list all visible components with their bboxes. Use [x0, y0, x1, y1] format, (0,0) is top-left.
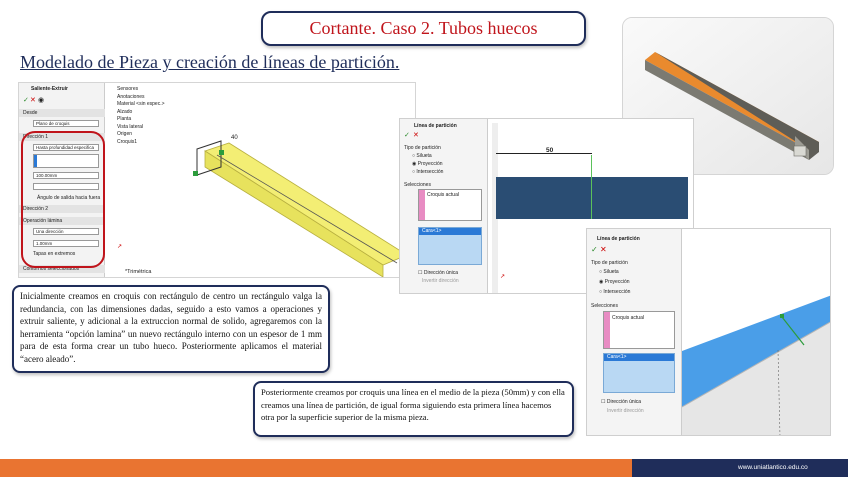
split-line-panel: [400, 119, 488, 294]
face-item[interactable]: Cara<1>: [419, 228, 481, 235]
tree-item[interactable]: Planta: [117, 116, 132, 122]
option-silhouette[interactable]: ○ Silueta: [599, 269, 619, 275]
from-select[interactable]: Plano de croquis: [33, 120, 99, 127]
top-face-view: [682, 257, 831, 436]
single-direction-label: Dirección única: [606, 399, 642, 405]
split-line-panel: [587, 229, 682, 436]
dimension-line: [496, 153, 592, 154]
description-paragraph-2: Posteriormente creamos por croquis una línea en el medio de la pieza (50mm) y con ella creamos una línea de partición, de igual forma siguiendo esta primera línea hacemos otra por la superficie superior de la misma pieza.: [253, 381, 574, 437]
split-line: [591, 155, 592, 219]
option-label: Intersección: [603, 289, 631, 295]
face-selection-box[interactable]: [418, 227, 482, 265]
section-subtitle: Modelado de Pieza y creación de líneas de partición.: [20, 52, 400, 72]
option-label: Proyección: [604, 279, 630, 285]
extrude-panel-title: Saliente-Extruir: [31, 86, 68, 92]
tree-item[interactable]: Sensores: [117, 86, 139, 92]
dimension-value[interactable]: 50: [546, 147, 554, 154]
option-projection[interactable]: ◉ Proyección: [412, 161, 443, 167]
option-projection[interactable]: ◉ Proyección: [599, 279, 630, 285]
sketch-item[interactable]: Croquis actual: [612, 315, 644, 321]
selections-label: Selecciones: [404, 182, 431, 188]
cancel-icon[interactable]: ✕: [413, 132, 419, 139]
cap-ends-checkbox[interactable]: Tapas en extremos: [33, 251, 76, 257]
footer-url[interactable]: www.uniatlantico.edu.co: [632, 459, 848, 477]
split-line-screenshot-2: [586, 228, 831, 436]
accept-icon[interactable]: ✓: [23, 97, 29, 104]
feature-tree: [117, 86, 165, 146]
dimension-label: 40: [231, 135, 238, 141]
description-paragraph-1: Inicialmente creamos en croquis con rectángulo de centro un rectángulo valga la redundancia, con las dimensiones dadas, seguido a esto vamos a operaciones y extruir saliente, y adicional a la extruccion normal de solido, agregaremos con la herramienta “opción lamina” un nuevo rectángulo interno con un espesor de 1 mm para de esta forma crear un tubo hueco. Posteriormente aplicamos el material “acero aleado”.: [12, 285, 330, 373]
sketch-item[interactable]: Croquis actual: [427, 192, 459, 198]
single-direction-checkbox[interactable]: ☐ Dirección única: [601, 399, 642, 405]
face-item[interactable]: Cara<1>: [604, 354, 674, 361]
from-header[interactable]: Desde: [19, 109, 105, 117]
single-direction-checkbox[interactable]: ☐ Dirección única: [418, 270, 459, 276]
selections-label: Selecciones: [591, 303, 618, 309]
title-box: [261, 11, 586, 46]
face-selection-box[interactable]: [603, 353, 675, 393]
selection-color-strip: [604, 312, 610, 348]
contours-header[interactable]: Contornos seleccionados: [19, 265, 105, 273]
direction2-header[interactable]: Dirección 2: [19, 205, 105, 213]
thin-type-select[interactable]: Una dirección: [33, 228, 99, 235]
direction1-header[interactable]: Dirección 1: [19, 133, 105, 141]
option-intersection[interactable]: ○ Intersección: [412, 169, 444, 175]
single-direction-label: Dirección única: [423, 270, 459, 276]
split-panel-title: Línea de partición: [414, 123, 457, 129]
option-label: Intersección: [416, 169, 444, 175]
tree-item[interactable]: Material <sin espec.>: [117, 101, 165, 107]
sketch-selection-box[interactable]: [418, 189, 482, 221]
view-label: *Trimétrica: [125, 269, 152, 275]
option-silhouette[interactable]: ○ Silueta: [412, 153, 432, 159]
tree-item[interactable]: Croquis1: [117, 138, 138, 145]
type-of-split-label: Tipo de partición: [404, 145, 441, 151]
triad-icon: ↗: [500, 274, 506, 280]
option-label: Proyección: [417, 161, 443, 167]
tree-item[interactable]: Vista lateral: [117, 123, 144, 130]
depth-field[interactable]: 100.00mm: [33, 172, 99, 179]
cancel-icon[interactable]: ✕: [600, 245, 607, 254]
cancel-icon[interactable]: ✕: [30, 97, 36, 104]
highlight-oval: [21, 131, 105, 268]
tree-item[interactable]: Anotaciones: [117, 93, 145, 100]
face-view: [496, 177, 688, 219]
page-title: Cortante. Caso 2. Tubos huecos: [309, 18, 538, 38]
accept-icon[interactable]: ✓: [591, 245, 598, 254]
draft-outward-label[interactable]: Ángulo de salida hacia fuera: [37, 195, 101, 201]
selection-color-strip: [419, 190, 425, 220]
preview-icon[interactable]: ◉: [38, 97, 45, 104]
option-label: Silueta: [416, 153, 432, 159]
type-of-split-label: Tipo de partición: [591, 260, 628, 266]
reverse-direction-label[interactable]: Invertir dirección: [422, 278, 459, 284]
option-intersection[interactable]: ○ Intersección: [599, 289, 631, 295]
accept-icon[interactable]: ✓: [404, 132, 410, 139]
tree-item[interactable]: Alzado: [117, 108, 133, 115]
option-label: Silueta: [603, 269, 619, 275]
split-panel-title: Línea de partición: [597, 236, 640, 242]
end-condition-select[interactable]: Hasta profundidad especifica: [33, 144, 99, 151]
triad-icon: ↗: [117, 244, 123, 250]
tree-item[interactable]: Origen: [117, 131, 133, 137]
thickness-field[interactable]: 1.00mm: [33, 240, 99, 247]
thin-feature-header[interactable]: Operación lámina: [19, 217, 105, 225]
sketch-selection-box[interactable]: [603, 311, 675, 349]
extrusion-preview: [169, 123, 416, 278]
reverse-direction-label[interactable]: Invertir dirección: [607, 408, 644, 414]
extrude-screenshot: [18, 82, 416, 278]
